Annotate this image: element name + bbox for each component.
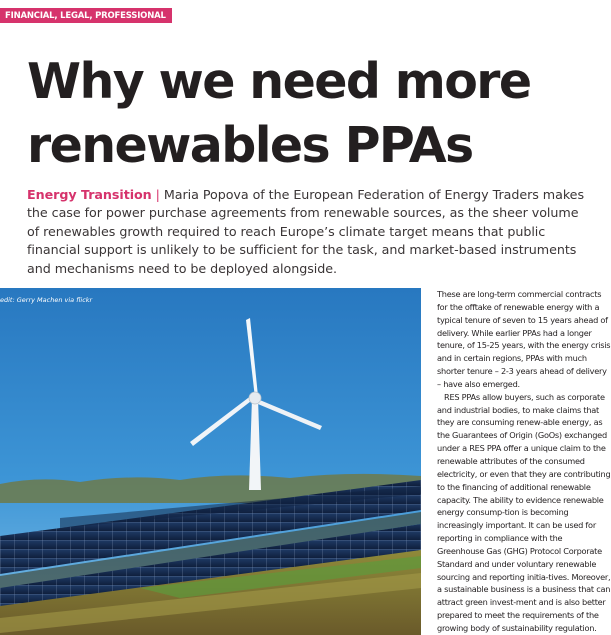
- standfirst-text: Maria Popova of the European Federation of Energy Traders makes the case for power purchase agreements from renewable sources, as the sheer volume of renewables growth required to reach Europe’s climate target means that public financial support is unlikely to be sufficient for the task, and market-based instruments and mechanisms need to be deployed alongside.: [27, 187, 585, 276]
- headline-line-1: Why we need more: [27, 53, 531, 110]
- body-paragraph-2: RES PPAs allow buyers, such as corporate and industrial bodies, to make claims that they are consuming renew-able energy, as the Guarantees of Origin (GoOs) exchanged under a RES PPA offer a unique claim to the renewable attributes of the consumed electricity, or even that they are contributing to the financing of additional renewable capacity. The ability to evidence renewable energy consump-tion is becoming increasingly important. It can be used for reporting in compliance with the Greenhouse Gas (GHG) Protocol Corporate Standard and under voluntary renewable sourcing and reporting initia-tives. Moreover, a sustainable business is a business that can attract green invest-ment and is also better prepared to meet the requirements of the growing body of sustainability regulation.: [437, 391, 611, 633]
- article-photo: [0, 288, 421, 635]
- article-headline: [27, 50, 597, 178]
- article-body: [437, 288, 611, 635]
- kicker-separator: |: [155, 187, 160, 202]
- article-standfirst: [27, 186, 587, 278]
- wind-turbine-solar-illustration: [0, 288, 421, 635]
- kicker-label: Energy Transition: [27, 187, 152, 202]
- photo-credit: edit: Gerry Machen via flickr: [0, 296, 93, 304]
- section-tag: FINANCIAL, LEGAL, PROFESSIONAL: [0, 8, 172, 23]
- body-paragraph-1: These are long-term commercial contracts for the offtake of renewable energy with a typical tenure of seven to 15 years ahead of delivery. While earlier PPAs had a longer tenure, of 15-25 years, with the energy crisis and in certain regions, PPAs with much shorter tenure – 2-3 years ahead of delivery – have also emerged.: [437, 289, 611, 389]
- headline-line-2: renewables PPAs: [27, 117, 473, 174]
